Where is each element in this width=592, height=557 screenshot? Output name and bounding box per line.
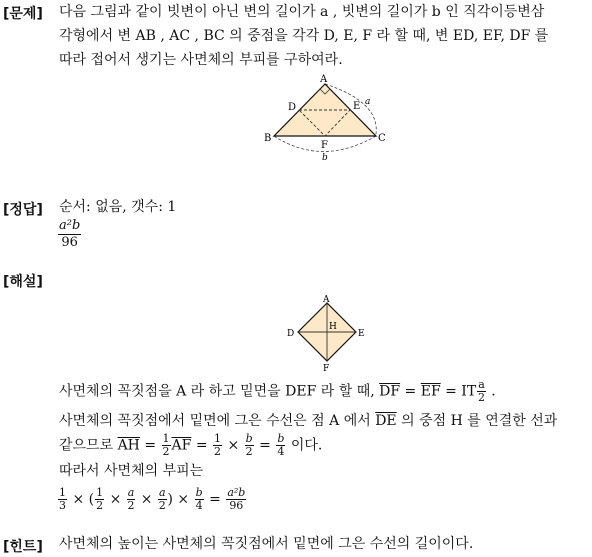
- vol-f5num: b: [195, 486, 203, 499]
- expl-l3-f3den: 2: [245, 445, 253, 458]
- expl-l3-pre: 같으므로: [59, 437, 114, 454]
- answer-meta: 순서: 없음, 갯수: 1: [59, 199, 177, 215]
- label-E: E: [353, 101, 361, 112]
- vol-f4den: 2: [158, 499, 166, 512]
- label-a: a: [365, 97, 371, 107]
- expl-l1-eq1: =: [404, 383, 417, 400]
- expl-l3-f1den: 2: [162, 445, 170, 458]
- segment-EF: $\overline{EF}$: [420, 383, 441, 400]
- segment-DF: $\overline{DF}$: [379, 383, 401, 400]
- expl-l3-times: ×: [227, 437, 240, 454]
- expl-l3-eq3: =: [259, 437, 271, 454]
- vol-f2num: 1: [96, 486, 104, 499]
- vol-f3num: a: [127, 486, 135, 499]
- triangle-figure: [262, 72, 386, 164]
- answer-numerator: a²b: [59, 218, 81, 233]
- expl-l3-f4num: b: [277, 432, 285, 445]
- vol-f2den: 2: [96, 499, 104, 512]
- label-D: D: [288, 102, 297, 113]
- explanation-line-1: [59, 379, 496, 405]
- net-label-D: D: [287, 329, 295, 339]
- explanation-label: [해설]: [3, 274, 43, 290]
- vol-f5den: 4: [195, 499, 203, 512]
- expl-l3-eq2: =: [195, 437, 208, 454]
- segment-AF: $\overline{AF}$: [171, 437, 192, 454]
- vol-t2: ×: [109, 491, 122, 508]
- answer-fraction: [57, 218, 82, 251]
- net-label-A: A: [323, 295, 330, 305]
- label-b: b: [322, 153, 328, 163]
- expl-l1-fden: 2: [477, 391, 485, 404]
- label-B: B: [264, 133, 272, 144]
- expl-l1-fnum: a: [478, 378, 485, 391]
- vol-t1: × (: [72, 491, 95, 508]
- problem-line-3: 따라 접어서 생기는 사면체의 부피를 구하여라.: [59, 52, 343, 68]
- expl-l1-eq2: = IT: [445, 383, 477, 400]
- problem-line-1: 다음 그림과 같이 빗변이 아닌 변의 길이가 a , 빗변의 길이가 b 인 직각이등변삼: [59, 4, 545, 20]
- expl-l3-f3num: b: [245, 432, 253, 445]
- net-label-H: H: [329, 322, 337, 332]
- vol-f1num: 1: [59, 486, 66, 499]
- expl-l2-pre: 사면체의 꼭짓점에서 밑면에 그은 수선은 점 A 에서: [59, 413, 371, 429]
- net-figure: [282, 294, 364, 372]
- net-label-F: F: [323, 364, 330, 374]
- expl-l3-post: 이다.: [290, 437, 323, 454]
- explanation-line-2: [59, 409, 557, 434]
- label-A: A: [320, 74, 328, 85]
- vol-f6num: a²b: [227, 486, 246, 499]
- explanation-line-3: [59, 433, 322, 459]
- volume-formula: [57, 487, 247, 513]
- vol-f4num: a: [158, 486, 166, 499]
- hint-label: [힌트]: [3, 539, 43, 555]
- expl-l3-f1num: 1: [162, 432, 170, 445]
- problem-line-2: 각형에서 변 AB , AC , BC 의 중점을 각각 D, E, F 라 할 때, 변 ED, EF, DF 를: [59, 28, 549, 44]
- expl-l1-pre: 사면체의 꼭짓점을 A 라 하고 밑면을 DEF 라 할 때,: [59, 383, 375, 400]
- hint-text: 사면체의 높이는 사면체의 꼭짓점에서 밑면에 그은 수선의 길이이다.: [59, 536, 474, 552]
- label-C: C: [378, 133, 386, 144]
- vol-f1den: 3: [59, 499, 66, 512]
- vol-t3: ×: [140, 491, 153, 508]
- problem-label: [문제]: [3, 6, 43, 22]
- answer-denominator: 96: [61, 235, 78, 250]
- expl-l3-f4den: 4: [277, 445, 285, 458]
- expl-l3-f2num: 1: [214, 432, 221, 445]
- net-label-E: E: [358, 329, 365, 339]
- expl-l1-end: .: [491, 383, 496, 400]
- expl-l3-eq1: =: [144, 437, 157, 454]
- expl-l3-f2den: 2: [214, 445, 221, 458]
- vol-f6den: 96: [229, 499, 244, 512]
- vol-t4: ) ×: [167, 491, 190, 508]
- segment-DE: $\overline{DE}$: [375, 413, 397, 429]
- label-F: F: [321, 140, 328, 151]
- vol-eq: =: [209, 491, 221, 508]
- explanation-line-4: 따라서 사면체의 부피는: [59, 463, 204, 479]
- expl-l2-post: 의 중점 H 를 연결한 선과: [401, 413, 558, 429]
- answer-label: [정답]: [3, 202, 43, 218]
- vol-f3den: 2: [127, 499, 135, 512]
- segment-AH: $\overline{AH}$: [117, 437, 140, 454]
